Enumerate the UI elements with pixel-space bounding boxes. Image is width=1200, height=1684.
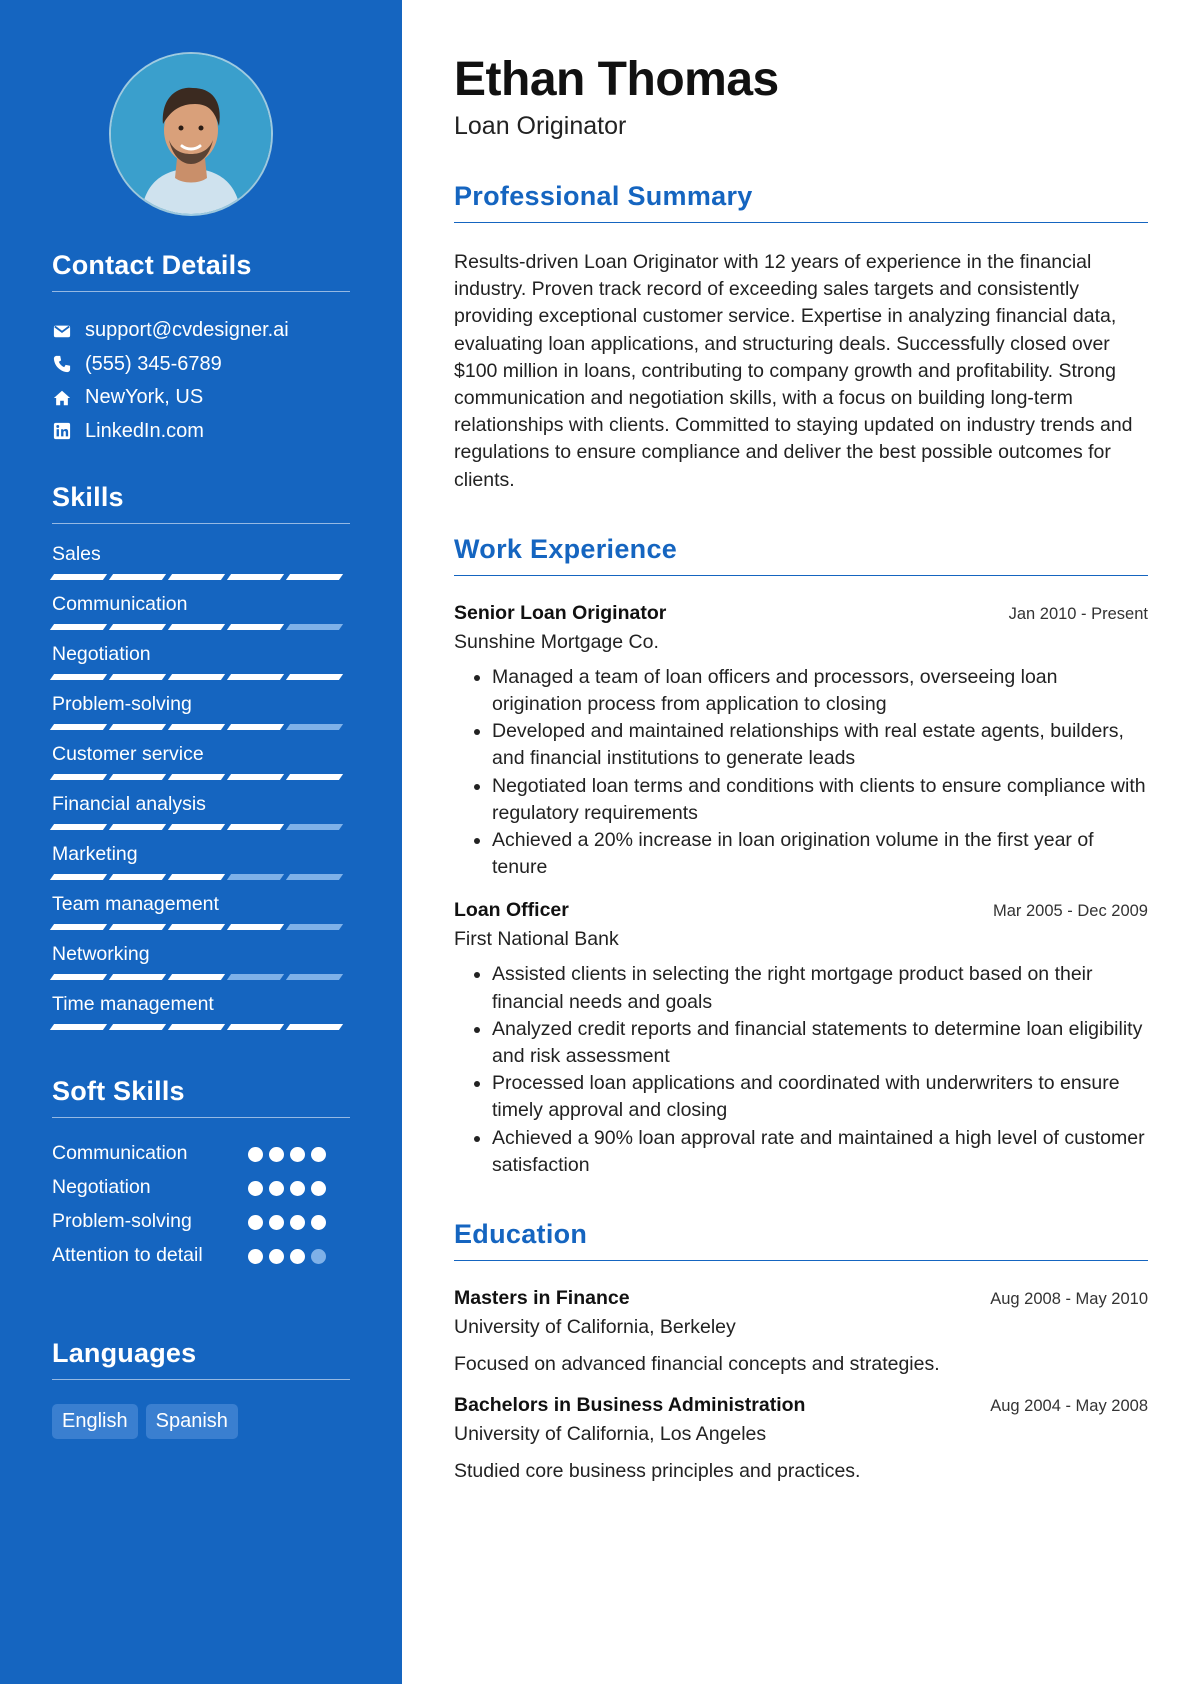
skill-rating-bar bbox=[52, 874, 350, 880]
skill-segment-filled bbox=[286, 674, 343, 680]
envelope-icon bbox=[52, 321, 72, 341]
skill-name: Communication bbox=[52, 593, 188, 615]
skill-item bbox=[52, 992, 350, 1042]
skill-segment-filled bbox=[109, 824, 166, 830]
job-bullet: • Assisted clients in selecting the right mortgage product based on their financial needs and goals bbox=[492, 961, 1148, 1015]
skill-segment-filled bbox=[109, 974, 166, 980]
skills-section bbox=[52, 482, 350, 1042]
skill-segment-filled bbox=[286, 774, 343, 780]
skill-item bbox=[52, 892, 350, 942]
education-heading: Education bbox=[454, 1219, 1148, 1261]
job-bullets bbox=[454, 961, 1148, 1179]
skill-rating-bar bbox=[52, 574, 350, 580]
skill-name: Problem-solving bbox=[52, 693, 192, 715]
language-chip: Spanish bbox=[146, 1404, 238, 1439]
job-bullet: • Achieved a 90% loan approval rate and maintained a high level of customer satisfaction bbox=[492, 1125, 1148, 1179]
skills-heading: Skills bbox=[52, 482, 350, 524]
skill-item bbox=[52, 692, 350, 742]
skill-segment-filled bbox=[168, 724, 225, 730]
skill-segment-filled bbox=[109, 924, 166, 930]
sidebar bbox=[0, 0, 402, 1684]
phone-icon bbox=[52, 354, 72, 374]
skill-segment-filled bbox=[50, 574, 107, 580]
skill-segment-filled bbox=[286, 1024, 343, 1030]
skill-segment-empty bbox=[227, 974, 284, 980]
rating-dot-filled bbox=[311, 1147, 326, 1162]
rating-dot-filled bbox=[269, 1249, 284, 1264]
job-company: Sunshine Mortgage Co. bbox=[454, 630, 659, 653]
skill-rating-bar bbox=[52, 674, 350, 680]
language-chip: English bbox=[52, 1404, 138, 1439]
contact-phone[interactable] bbox=[52, 348, 350, 382]
job-title: Senior Loan Originator bbox=[454, 601, 667, 624]
job-bullet: • Developed and maintained relationships with real estate agents, builders, and financial institutions to generate leads bbox=[492, 718, 1148, 772]
job-date: Mar 2005 - Dec 2009 bbox=[992, 902, 1148, 921]
skill-rating-bar bbox=[52, 824, 350, 830]
skill-rating-bar bbox=[52, 1024, 350, 1030]
rating-dot-filled bbox=[269, 1181, 284, 1196]
job-bullet: • Analyzed credit reports and financial statements to determine loan eligibility and risk assessment bbox=[492, 1016, 1148, 1070]
main-content bbox=[402, 0, 1200, 1684]
skill-segment-filled bbox=[50, 924, 107, 930]
candidate-role: Loan Originator bbox=[454, 112, 627, 140]
skill-segment-empty bbox=[286, 624, 343, 630]
skill-item bbox=[52, 542, 350, 592]
skill-item bbox=[52, 842, 350, 892]
skills-list bbox=[52, 542, 350, 1042]
education-entry bbox=[454, 1394, 1148, 1483]
skill-segment-filled bbox=[50, 624, 107, 630]
soft-skill-item bbox=[52, 1208, 350, 1242]
job-bullet: • Processed loan applications and coordinated with underwriters to ensure timely approval and closing bbox=[492, 1070, 1148, 1124]
skill-segment-filled bbox=[50, 874, 107, 880]
soft-skill-rating bbox=[248, 1174, 326, 1196]
skill-segment-filled bbox=[50, 974, 107, 980]
job-entry bbox=[454, 899, 1148, 1179]
home-icon bbox=[52, 388, 72, 408]
soft-skill-name: Problem-solving bbox=[52, 1210, 192, 1232]
education-date: Aug 2004 - May 2008 bbox=[990, 1397, 1148, 1416]
contact-phone-text: (555) 345-6789 bbox=[85, 352, 222, 375]
skill-segment-empty bbox=[286, 724, 343, 730]
skill-segment-empty bbox=[286, 874, 343, 880]
education-description: Focused on advanced financial concepts and strategies. bbox=[454, 1353, 940, 1376]
education-degree: Bachelors in Business Administration bbox=[454, 1394, 806, 1417]
skill-segment-filled bbox=[227, 774, 284, 780]
rating-dot-filled bbox=[248, 1147, 263, 1162]
soft-skills-list bbox=[52, 1140, 350, 1304]
languages-list bbox=[52, 1404, 350, 1439]
rating-dot-empty bbox=[311, 1249, 326, 1264]
rating-dot-filled bbox=[248, 1249, 263, 1264]
skill-item bbox=[52, 742, 350, 792]
skill-segment-filled bbox=[50, 774, 107, 780]
skill-segment-filled bbox=[168, 824, 225, 830]
skill-segment-filled bbox=[286, 574, 343, 580]
skill-item bbox=[52, 792, 350, 842]
skill-segment-filled bbox=[227, 1024, 284, 1030]
summary-text: Results-driven Loan Originator with 12 years of experience in the financial industry. Proven track record of exceeding sales targets and consistently providing exceptional customer service. Expertise in analyzing financial data, evaluating loan applications, and structuring deals. Successfully closed over $100 million in loans, contributing to company growth and profitability. Strong communication and negotiation skills, with a focus on building long-term relationships with clients. Committed to staying updated on industry trends and regulations to ensure compliance and deliver the best possible outcomes for clients. bbox=[454, 251, 1133, 491]
skill-segment-filled bbox=[168, 774, 225, 780]
skill-segment-filled bbox=[168, 874, 225, 880]
contact-email[interactable] bbox=[52, 314, 350, 348]
candidate-name: Ethan Thomas bbox=[454, 53, 779, 106]
contact-list bbox=[52, 314, 350, 448]
skill-segment-filled bbox=[168, 974, 225, 980]
skill-segment-filled bbox=[109, 624, 166, 630]
skill-segment-filled bbox=[168, 924, 225, 930]
skill-segment-filled bbox=[227, 724, 284, 730]
job-company: First National Bank bbox=[454, 928, 619, 951]
skill-segment-empty bbox=[286, 924, 343, 930]
skill-rating-bar bbox=[52, 924, 350, 930]
experience-heading: Work Experience bbox=[454, 534, 1148, 576]
education-date: Aug 2008 - May 2010 bbox=[990, 1290, 1148, 1309]
experience-section bbox=[454, 534, 1148, 1179]
skill-segment-filled bbox=[109, 774, 166, 780]
skill-segment-filled bbox=[50, 724, 107, 730]
education-degree: Masters in Finance bbox=[454, 1287, 630, 1310]
skill-name: Team management bbox=[52, 893, 219, 915]
rating-dot-filled bbox=[290, 1181, 305, 1196]
soft-skill-rating bbox=[248, 1242, 326, 1264]
soft-skill-item bbox=[52, 1242, 350, 1304]
skill-item bbox=[52, 592, 350, 642]
skill-name: Time management bbox=[52, 993, 214, 1015]
skill-rating-bar bbox=[52, 624, 350, 630]
contact-linkedin[interactable] bbox=[52, 415, 350, 449]
skill-segment-filled bbox=[109, 674, 166, 680]
skill-segment-filled bbox=[227, 624, 284, 630]
skill-name: Networking bbox=[52, 943, 150, 965]
education-header bbox=[454, 1287, 1148, 1310]
contact-email-text: support@cvdesigner.ai bbox=[85, 319, 289, 342]
skill-segment-filled bbox=[227, 924, 284, 930]
skill-rating-bar bbox=[52, 974, 350, 980]
skill-name: Sales bbox=[52, 543, 101, 565]
soft-skill-item bbox=[52, 1140, 350, 1174]
education-section bbox=[454, 1219, 1148, 1483]
job-entry bbox=[454, 602, 1148, 882]
skill-segment-filled bbox=[50, 1024, 107, 1030]
contact-location-text: NewYork, US bbox=[85, 386, 204, 409]
languages-section bbox=[52, 1338, 350, 1439]
skill-segment-empty bbox=[227, 874, 284, 880]
education-school: University of California, Berkeley bbox=[454, 1316, 736, 1339]
skill-segment-filled bbox=[50, 824, 107, 830]
skill-name: Marketing bbox=[52, 843, 138, 865]
soft-skill-rating bbox=[248, 1140, 326, 1162]
skill-segment-filled bbox=[168, 574, 225, 580]
skill-rating-bar bbox=[52, 724, 350, 730]
summary-heading: Professional Summary bbox=[454, 181, 1148, 223]
skill-segment-filled bbox=[109, 574, 166, 580]
skill-segment-filled bbox=[109, 874, 166, 880]
soft-skill-item bbox=[52, 1174, 350, 1208]
profile-photo bbox=[109, 52, 273, 216]
contact-section bbox=[52, 250, 350, 448]
skill-segment-filled bbox=[227, 674, 284, 680]
skill-segment-filled bbox=[168, 624, 225, 630]
rating-dot-filled bbox=[248, 1181, 263, 1196]
skill-item bbox=[52, 642, 350, 692]
contact-location bbox=[52, 381, 350, 415]
linkedin-icon bbox=[52, 421, 72, 441]
skill-segment-empty bbox=[286, 974, 343, 980]
soft-skill-name: Attention to detail bbox=[52, 1244, 203, 1266]
skill-segment-filled bbox=[168, 1024, 225, 1030]
job-bullet: • Negotiated loan terms and conditions with clients to ensure compliance with regulatory requirements bbox=[492, 773, 1148, 827]
rating-dot-filled bbox=[311, 1215, 326, 1230]
job-title: Loan Officer bbox=[454, 899, 569, 922]
job-bullet: • Managed a team of loan officers and processors, overseeing loan origination process from application to closing bbox=[492, 664, 1148, 718]
summary-section bbox=[454, 181, 1148, 494]
skill-segment-filled bbox=[227, 824, 284, 830]
skill-segment-filled bbox=[50, 674, 107, 680]
rating-dot-filled bbox=[269, 1215, 284, 1230]
skill-segment-empty bbox=[286, 824, 343, 830]
languages-heading: Languages bbox=[52, 1338, 350, 1380]
person-avatar-icon bbox=[111, 54, 271, 214]
education-school: University of California, Los Angeles bbox=[454, 1423, 767, 1446]
skill-name: Customer service bbox=[52, 743, 204, 765]
contact-heading: Contact Details bbox=[52, 250, 350, 292]
skill-segment-filled bbox=[168, 674, 225, 680]
education-header bbox=[454, 1394, 1148, 1417]
rating-dot-filled bbox=[290, 1249, 305, 1264]
skill-name: Financial analysis bbox=[52, 793, 206, 815]
soft-skill-name: Communication bbox=[52, 1142, 188, 1164]
job-bullets bbox=[454, 664, 1148, 882]
skill-segment-filled bbox=[109, 724, 166, 730]
skill-item bbox=[52, 942, 350, 992]
skill-segment-filled bbox=[227, 574, 284, 580]
skill-name: Negotiation bbox=[52, 643, 151, 665]
soft-skills-heading: Soft Skills bbox=[52, 1076, 350, 1118]
skill-segment-filled bbox=[109, 1024, 166, 1030]
rating-dot-filled bbox=[290, 1147, 305, 1162]
rating-dot-filled bbox=[248, 1215, 263, 1230]
contact-linkedin-text: LinkedIn.com bbox=[85, 419, 204, 442]
education-entry bbox=[454, 1287, 1148, 1376]
rating-dot-filled bbox=[311, 1181, 326, 1196]
job-header bbox=[454, 602, 1148, 625]
soft-skill-rating bbox=[248, 1208, 326, 1230]
education-description: Studied core business principles and practices. bbox=[454, 1460, 861, 1483]
rating-dot-filled bbox=[269, 1147, 284, 1162]
soft-skills-section bbox=[52, 1076, 350, 1304]
rating-dot-filled bbox=[290, 1215, 305, 1230]
job-date: Jan 2010 - Present bbox=[1008, 604, 1148, 623]
soft-skill-name: Negotiation bbox=[52, 1176, 151, 1198]
job-bullet: • Achieved a 20% increase in loan origination volume in the first year of tenure bbox=[492, 827, 1148, 881]
job-header bbox=[454, 899, 1148, 922]
skill-rating-bar bbox=[52, 774, 350, 780]
